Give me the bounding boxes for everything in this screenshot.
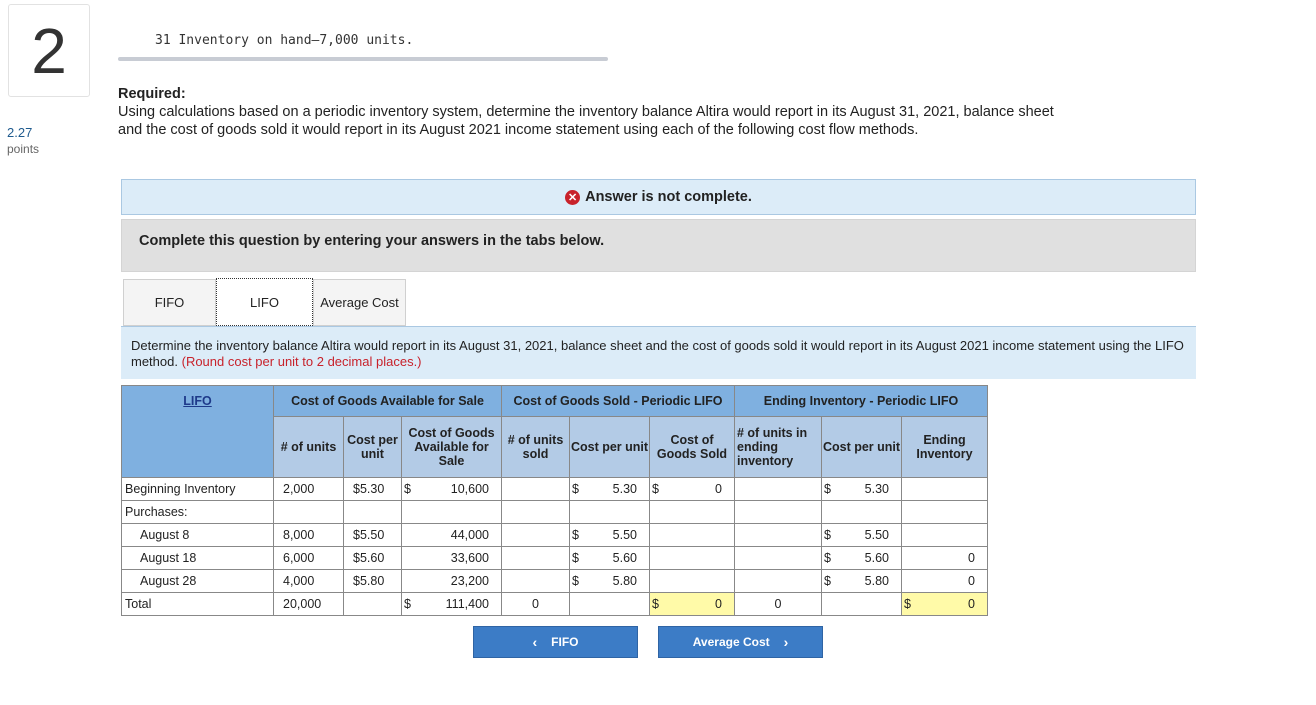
ending-cost-currency: $ (824, 551, 831, 565)
points-value: 2.27 (7, 125, 33, 140)
row-label (122, 570, 274, 593)
units-value: 6,000 (283, 551, 315, 565)
row-label (122, 593, 274, 616)
table-row (122, 547, 988, 570)
sold-cost-per-unit-input[interactable] (570, 570, 650, 593)
row-label-text: August 8 (140, 528, 190, 542)
question-number: 2 (8, 4, 90, 97)
available-cell (402, 547, 502, 570)
units-cell (274, 524, 344, 547)
instructions-text: Determine the inventory balance Altira would report in its August 31, 2021, balance sheet and the cost of goods sold it would report in its August 2021 income statement using the LIFO method. (131, 338, 1184, 369)
ending-inventory-input[interactable] (902, 547, 988, 570)
ending-cost-value: 5.30 (864, 482, 889, 496)
tab-lifo[interactable]: LIFO (216, 278, 313, 326)
ending-inventory-input[interactable] (902, 524, 988, 547)
cogs-value: 0 (715, 482, 722, 496)
chevron-right-icon: › (783, 634, 789, 650)
cogs-input[interactable] (650, 478, 735, 501)
units-cell (274, 501, 344, 524)
col-header: Cost of Goods Sold (650, 417, 735, 478)
cogs-currency: $ (652, 597, 659, 611)
units-sold-input[interactable] (502, 547, 570, 570)
ending-inventory-input[interactable] (902, 570, 988, 593)
required-text: Using calculations based on a periodic inventory system, determine the inventory balance Altira would report in its August 31, 2021, balance sheet and the cost of goods sold it would report in its August 2021 income statement using each of the following cost flow methods. (118, 104, 1054, 138)
units-sold-input[interactable] (502, 478, 570, 501)
group-header-cogs: Cost of Goods Sold - Periodic LIFO (502, 386, 735, 417)
col-header: Cost per unit (822, 417, 902, 478)
units-sold-input[interactable] (502, 570, 570, 593)
col-header: Cost per unit (570, 417, 650, 478)
cogs-input[interactable] (650, 501, 735, 524)
col-header: # of units sold (502, 417, 570, 478)
units-cell (274, 593, 344, 616)
ending-inventory-input[interactable] (902, 501, 988, 524)
row-label-text: Purchases: (125, 505, 188, 519)
col-header: Cost per unit (344, 417, 402, 478)
cost-per-unit-cell (344, 501, 402, 524)
ending-cost-per-unit-input[interactable] (822, 593, 902, 616)
ending-cost-per-unit-input[interactable] (822, 547, 902, 570)
ending-units-value: 0 (774, 597, 782, 611)
ending-cost-per-unit-input[interactable] (822, 570, 902, 593)
available-value: 111,400 (445, 597, 489, 611)
sold-cost-currency: $ (572, 482, 579, 496)
units-value: 20,000 (283, 597, 322, 611)
row-label (122, 524, 274, 547)
ending-inventory-input[interactable] (902, 593, 988, 616)
sold-cost-value: 5.30 (612, 482, 637, 496)
row-label (122, 478, 274, 501)
units-sold-value: 0 (532, 597, 539, 611)
available-cell (402, 478, 502, 501)
row-label-text: Beginning Inventory (125, 482, 236, 496)
available-value: 44,000 (450, 528, 489, 542)
units-value: 8,000 (283, 528, 315, 542)
cost-value: $5.50 (353, 528, 385, 542)
error-x-icon: ✕ (565, 190, 580, 205)
sold-cost-currency: $ (572, 551, 579, 565)
cost-per-unit-cell (344, 593, 402, 616)
instructions (121, 326, 1196, 379)
cost-per-unit-cell (344, 478, 402, 501)
instructions-note: (Round cost per unit to 2 decimal places.) (181, 354, 422, 369)
available-cell (402, 501, 502, 524)
ending-inventory-value: 0 (968, 551, 975, 565)
row-label (122, 501, 274, 524)
sold-cost-value: 5.50 (612, 528, 637, 542)
units-sold-input[interactable] (502, 524, 570, 547)
row-label-text: August 28 (140, 574, 197, 588)
prev-tab-button[interactable] (473, 626, 638, 658)
sold-cost-per-unit-input[interactable] (570, 524, 650, 547)
sold-cost-per-unit-input[interactable] (570, 593, 650, 616)
table-corner-label: LIFO (122, 386, 274, 478)
available-value: 33,600 (450, 551, 489, 565)
col-header: Cost of Goods Available for Sale (402, 417, 502, 478)
available-cell (402, 593, 502, 616)
units-sold-input[interactable] (502, 501, 570, 524)
table-row (122, 524, 988, 547)
ending-cost-currency: $ (824, 482, 831, 496)
ending-inventory-currency: $ (904, 597, 911, 611)
sold-cost-value: 5.60 (612, 551, 637, 565)
row-label (122, 547, 274, 570)
ending-units-input[interactable] (735, 478, 822, 501)
units-cell (274, 570, 344, 593)
ending-cost-per-unit-input[interactable] (822, 524, 902, 547)
ending-inventory-value: 0 (968, 574, 975, 588)
table-row (122, 593, 988, 616)
sold-cost-per-unit-input[interactable] (570, 501, 650, 524)
sold-cost-per-unit-input[interactable] (570, 547, 650, 570)
answer-status-text: Answer is not complete. (585, 189, 752, 205)
prior-text-line: 31 Inventory on hand—7,000 units. (155, 33, 414, 48)
cogs-input[interactable] (650, 524, 735, 547)
cost-value: $5.30 (353, 482, 385, 496)
col-header: Ending Inventory (902, 417, 988, 478)
units-cell (274, 478, 344, 501)
prev-tab-label: FIFO (551, 635, 579, 649)
table-row (122, 570, 988, 593)
ending-cost-value: 5.50 (864, 528, 889, 542)
ending-units-input[interactable] (735, 547, 822, 570)
ending-cost-value: 5.80 (864, 574, 889, 588)
available-currency: $ (404, 482, 411, 496)
sold-cost-currency: $ (572, 528, 579, 542)
row-label-text: August 18 (140, 551, 197, 565)
available-value: 10,600 (450, 482, 489, 496)
lifo-table (121, 385, 988, 616)
cogs-input[interactable] (650, 593, 735, 616)
cogs-input[interactable] (650, 570, 735, 593)
available-currency: $ (404, 597, 411, 611)
col-header: # of units (274, 417, 344, 478)
group-header-available: Cost of Goods Available for Sale (274, 386, 502, 417)
available-cell (402, 524, 502, 547)
units-cell (274, 547, 344, 570)
chevron-left-icon: ‹ (532, 634, 538, 650)
group-header-ending: Ending Inventory - Periodic LIFO (735, 386, 988, 417)
available-value: 23,200 (450, 574, 489, 588)
answer-status-bar (121, 179, 1196, 215)
cogs-value: 0 (715, 597, 722, 611)
ending-cost-per-unit-input[interactable] (822, 501, 902, 524)
ending-units-input[interactable] (735, 501, 822, 524)
ending-units-input[interactable] (735, 524, 822, 547)
ending-inventory-input[interactable] (902, 478, 988, 501)
ending-units-input[interactable] (735, 570, 822, 593)
ending-cost-currency: $ (824, 574, 831, 588)
ending-inventory-value: 0 (968, 597, 975, 611)
units-sold-input[interactable] (502, 593, 570, 616)
tab-average-cost[interactable]: Average Cost (313, 279, 406, 326)
ending-cost-currency: $ (824, 528, 831, 542)
next-tab-button[interactable] (658, 626, 823, 658)
sold-cost-value: 5.80 (612, 574, 637, 588)
cogs-input[interactable] (650, 547, 735, 570)
units-value: 4,000 (283, 574, 315, 588)
table-row (122, 478, 988, 501)
cost-per-unit-cell (344, 570, 402, 593)
tab-fifo[interactable]: FIFO (123, 279, 216, 326)
table-row (122, 501, 988, 524)
cogs-currency: $ (652, 482, 659, 496)
units-value: 2,000 (283, 482, 315, 496)
complete-prompt: Complete this question by entering your answers in the tabs below. (121, 219, 1196, 272)
points-indicator (7, 124, 39, 158)
cost-per-unit-cell (344, 524, 402, 547)
row-label-text: Total (125, 597, 152, 611)
ending-units-input[interactable] (735, 593, 822, 616)
horizontal-scrollbar[interactable] (118, 57, 608, 61)
next-tab-label: Average Cost (692, 635, 770, 649)
cost-value: $5.80 (353, 574, 385, 588)
required-section (118, 85, 1058, 139)
cost-value: $5.60 (353, 551, 385, 565)
available-cell (402, 570, 502, 593)
sold-cost-currency: $ (572, 574, 579, 588)
sold-cost-per-unit-input[interactable] (570, 478, 650, 501)
ending-cost-per-unit-input[interactable] (822, 478, 902, 501)
cost-per-unit-cell (344, 547, 402, 570)
points-label: points (7, 142, 40, 156)
required-heading: Required: (118, 86, 186, 102)
col-header: # of units in ending inventory (735, 417, 822, 478)
ending-cost-value: 5.60 (864, 551, 889, 565)
